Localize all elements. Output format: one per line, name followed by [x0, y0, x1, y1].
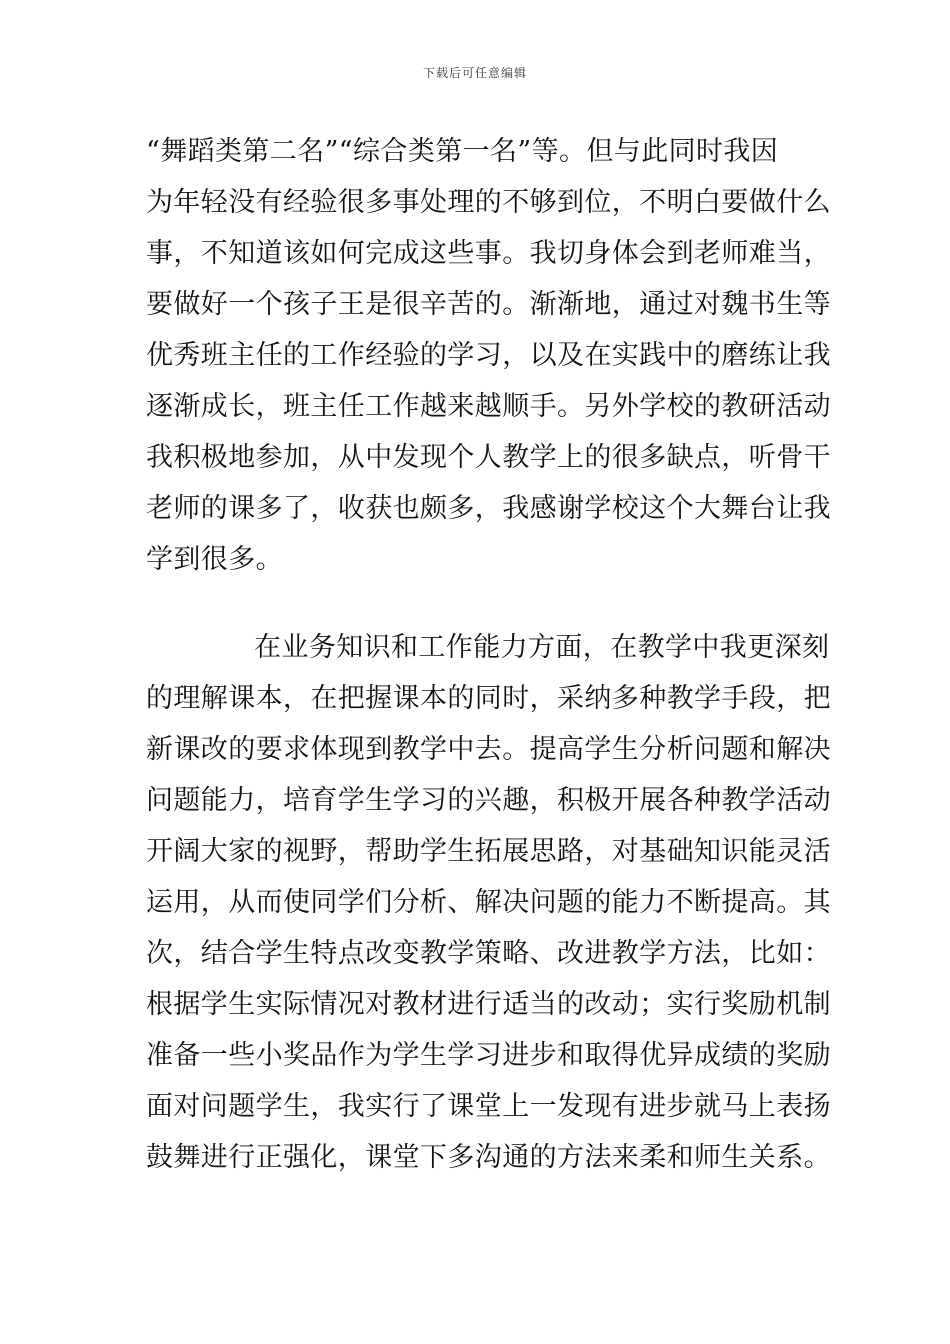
- paragraph-line: 逐渐成长，班主任工作越来越顺手。另外学校的教研活动: [146, 391, 831, 422]
- paragraph-line: 开阔大家的视野，帮助学生拓展思路，对基础知识能灵活: [146, 836, 831, 867]
- paragraph-line: 学到很多。: [146, 544, 283, 575]
- paragraph-line: 面对问题学生，我实行了课堂上一发现有进步就马上表扬: [146, 1091, 831, 1122]
- paragraph-teaching-ability: [146, 622, 831, 1183]
- paragraph-line: 为年轻没有经验很多事处理的不够到位，不明白要做什么: [146, 187, 831, 218]
- paragraph-line: 鼓舞进行正强化，课堂下多沟通的方法来柔和师生关系。: [146, 1142, 831, 1173]
- page-header: 下载后可任意编辑: [422, 66, 527, 80]
- paragraph-line: 事，不知道该如何完成这些事。我切身体会到老师难当，: [146, 238, 831, 269]
- paragraph-first-line: 在业务知识和工作能力方面，在教学中我更深刻: [254, 632, 830, 663]
- paragraph-line: 新课改的要求体现到教学中去。提高学生分析问题和解决: [146, 734, 831, 765]
- paragraph-line: “舞蹈类第二名”“综合类第一名”等。但与此同时我因: [146, 136, 779, 167]
- paragraph-line: 问题能力，培育学生学习的兴趣，积极开展各种教学活动: [146, 785, 831, 816]
- paragraph-line: 要做好一个孩子王是很辛苦的。渐渐地，通过对魏书生等: [146, 289, 831, 320]
- paragraph-line: 次，结合学生特点改变教学策略、改进教学方法，比如：: [146, 938, 831, 969]
- paragraph-line: 老师的课多了，收获也颇多，我感谢学校这个大舞台让我: [146, 493, 831, 524]
- paragraph-line: 准备一些小奖品作为学生学习进步和取得优异成绩的奖励: [146, 1040, 831, 1071]
- paragraph-line: 我积极地参加，从中发现个人教学上的很多缺点，听骨干: [146, 442, 831, 473]
- paragraph-line: 的理解课本，在把握课本的同时，采纳多种教学手段，把: [146, 683, 831, 714]
- paragraph-class-teacher-experience: [146, 126, 831, 585]
- paragraph-line: 运用，从而使同学们分析、解决问题的能力不断提高。其: [146, 887, 831, 918]
- paragraph-line: 优秀班主任的工作经验的学习，以及在实践中的磨练让我: [146, 340, 831, 371]
- paragraph-line: 根据学生实际情况对教材进行适当的改动；实行奖励机制: [146, 989, 831, 1020]
